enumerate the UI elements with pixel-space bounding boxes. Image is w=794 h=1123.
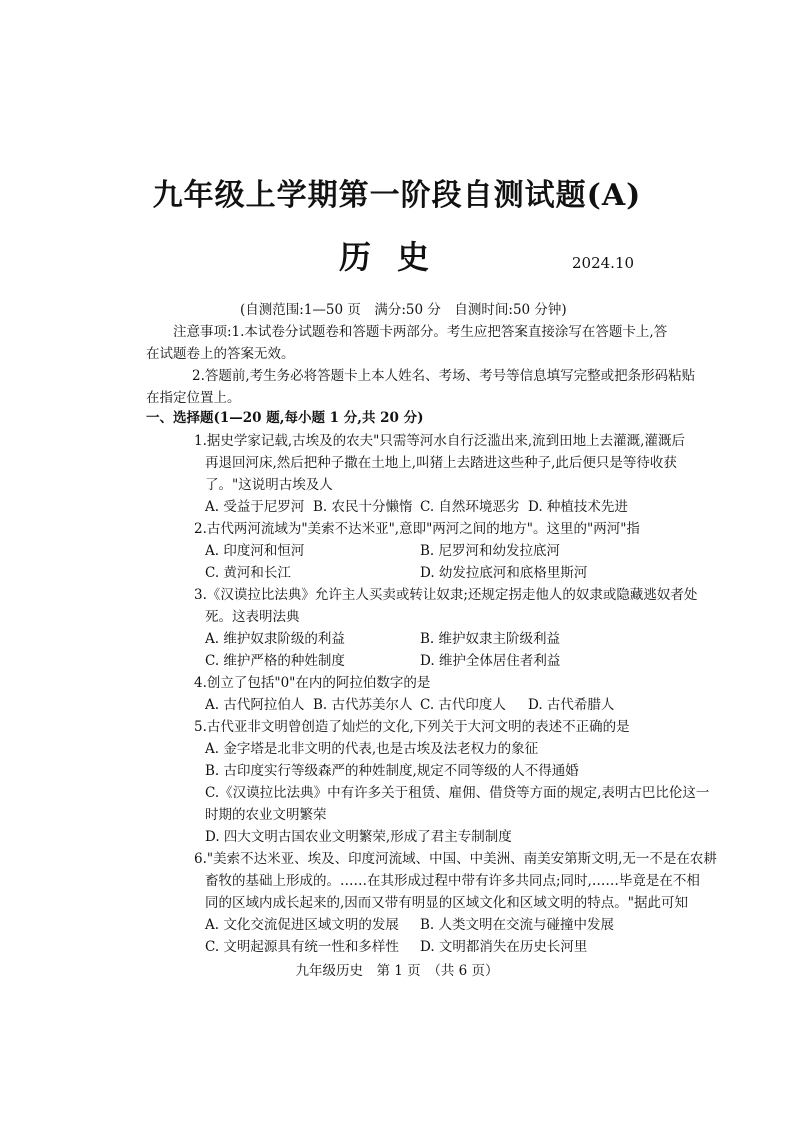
option-b: B. 古印度实行等级森严的种姓制度,规定不同等级的人不得通婚 — [205, 763, 579, 779]
question-text: 再退回河床,然后把种子撒在土地上,叫猪上去踏进这些种子,此后便只是等待收获 — [205, 455, 677, 471]
option-a: A. 古代阿拉伯人 — [205, 697, 305, 713]
question-text: 2.古代两河流域为"美索不达米亚",意即"两河之间的地方"。这里的"两河"指 — [194, 521, 640, 537]
question-text: 同的区域内成长起来的,因而又带有明显的区域文化和区域文明的特点。"据此可知 — [205, 895, 688, 911]
exam-info: (自测范围:1—50 页 满分:50 分 自测时间:50 分钟) — [240, 302, 567, 318]
option-c: C. 自然环境恶劣 — [420, 499, 520, 515]
option-a: A. 受益于尼罗河 — [205, 499, 305, 515]
option-c-continued: 时期的农业文明繁荣 — [205, 807, 327, 823]
option-d: D. 文明都消失在历史长河里 — [420, 939, 588, 955]
section-heading: 一、选择题(1—20 题,每小题 1 分,共 20 分) — [146, 410, 424, 426]
option-a: A. 文化交流促进区域文明的发展 — [205, 917, 399, 933]
option-a: A. 金字塔是北非文明的代表,也是古埃及法老权力的象征 — [205, 741, 539, 757]
option-b: B. 农民十分懒惰 — [313, 499, 413, 515]
option-a: A. 印度河和恒河 — [205, 543, 305, 559]
option-c: C.《汉谟拉比法典》中有许多关于租赁、雇佣、借贷等方面的规定,表明古巴比伦这一 — [205, 785, 710, 801]
subject-title: 历史 — [338, 238, 455, 276]
option-d: D. 幼发拉底河和底格里斯河 — [420, 565, 588, 581]
option-b: B. 人类文明在交流与碰撞中发展 — [420, 917, 615, 933]
question-text: 6."美索不达米亚、埃及、印度河流域、中国、中美洲、南美安第斯文明,无一不是在农耕 — [194, 851, 717, 867]
option-d: D. 古代希腊人 — [528, 697, 615, 713]
option-a: A. 维护奴隶阶级的利益 — [205, 631, 345, 647]
option-c: C. 古代印度人 — [420, 697, 506, 713]
notes-line: 在试题卷上的答案无效。 — [146, 346, 295, 362]
question-text: 畜牧的基础上形成的。……在其形成过程中带有许多共同点;同时,……毕竟是在不相 — [205, 873, 700, 889]
option-c: C. 黄河和长江 — [205, 565, 291, 581]
option-d: D. 种植技术先进 — [528, 499, 628, 515]
option-d: D. 维护全体居住者利益 — [420, 653, 561, 669]
question-text: 了。"这说明古埃及人 — [205, 477, 333, 493]
option-b: B. 古代苏美尔人 — [313, 697, 413, 713]
question-text: 3.《汉谟拉比法典》允许主人买卖或转让奴隶;还规定拐走他人的奴隶或隐藏逃奴者处 — [194, 587, 698, 603]
question-text: 死。这表明法典 — [205, 609, 300, 625]
option-b: B. 尼罗河和幼发拉底河 — [420, 543, 561, 559]
exam-title: 九年级上学期第一阶段自测试题(A) — [152, 178, 642, 213]
option-c: C. 维护严格的种姓制度 — [205, 653, 345, 669]
notes-line: 在指定位置上。 — [146, 390, 241, 406]
question-text: 1.据史学家记载,古埃及的农夫"只需等河水自行泛滥出来,流到田地上去灌溉,灌溉后 — [194, 433, 685, 449]
option-b: B. 维护奴隶主阶级利益 — [420, 631, 561, 647]
option-c: C. 文明起源具有统一性和多样性 — [205, 939, 399, 955]
option-d: D. 四大文明古国农业文明繁荣,形成了君主专制制度 — [205, 829, 512, 845]
question-text: 4.创立了包括"0"在内的阿拉伯数字的是 — [194, 675, 431, 691]
exam-date: 2024.10 — [572, 254, 635, 272]
question-text: 5.古代亚非文明曾创造了灿烂的文化,下列关于大河文明的表述不正确的是 — [194, 719, 630, 735]
notes-line: 注意事项:1.本试卷分试题卷和答题卡两部分。考生应把答案直接涂写在答题卡上,答 — [173, 324, 668, 340]
page-footer: 九年级历史 第 1 页 （共 6 页） — [295, 963, 499, 979]
notes-line: 2.答题前,考生务必将答题卡上本人姓名、考场、考号等信息填写完整或把条形码粘贴 — [192, 368, 696, 384]
